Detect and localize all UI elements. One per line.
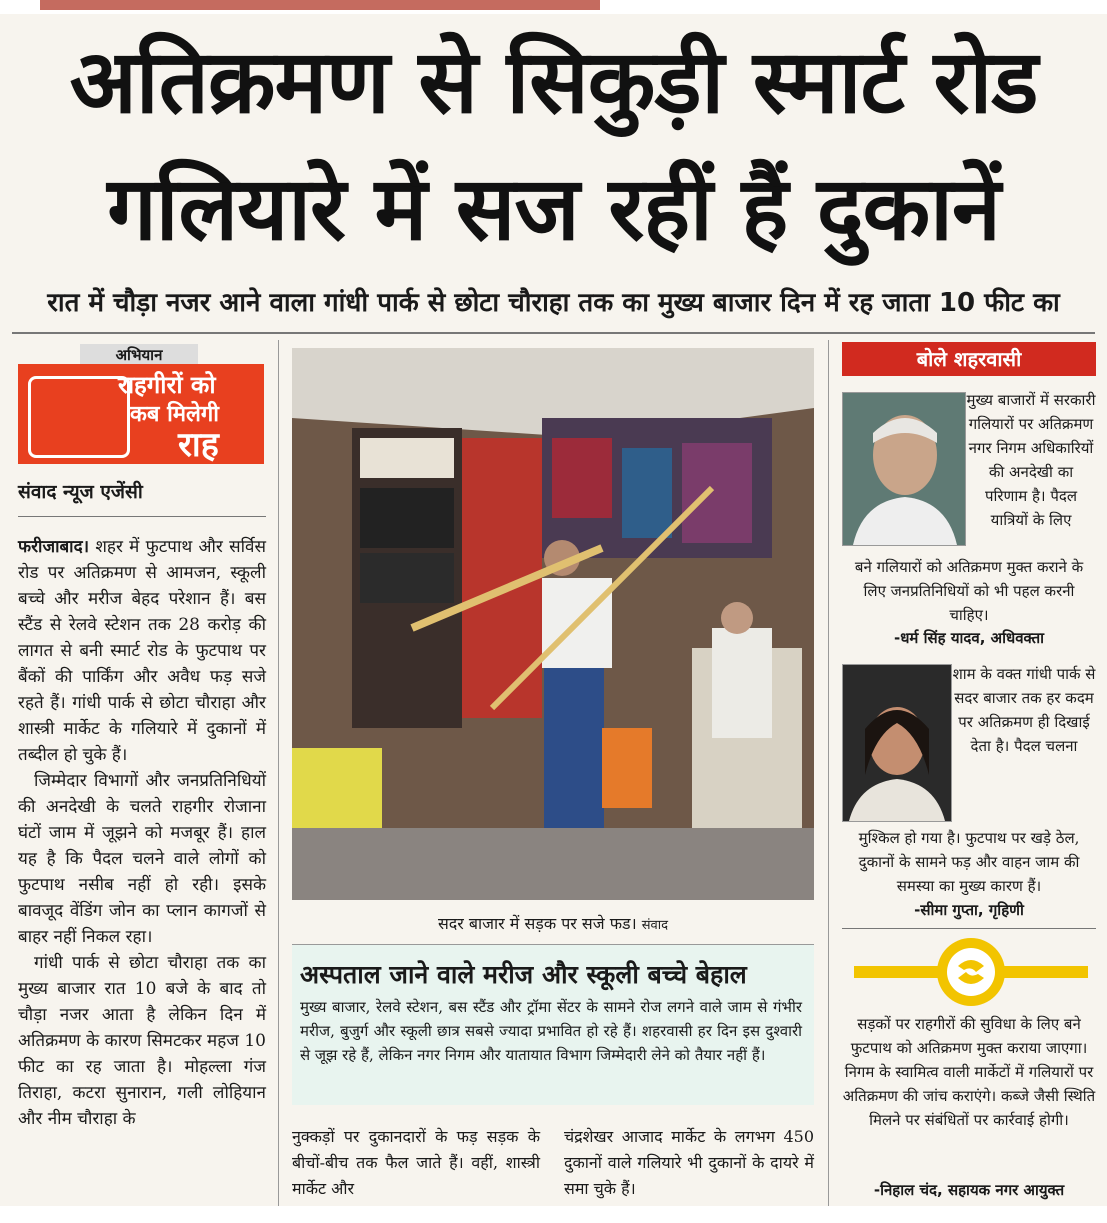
divider [12, 332, 1095, 334]
column-rule [828, 340, 829, 1206]
article-column-3: चंद्रशेखर आजाद मार्केट के लगभग 450 दुकानों वाले गलियारे भी दुकानों के दायरे में समा चुके हैं। [564, 1127, 814, 1198]
residents-header: बोले शहरवासी [842, 342, 1096, 376]
resident-signature-2: -सीमा गुप्ता, गृहिणी [914, 901, 1024, 919]
campaign-line-2: कब मिलेगी [130, 402, 219, 427]
inset-title: अस्पताल जाने वाले मरीज और स्कूली बच्चे बेहाल [300, 960, 747, 989]
speech-bubble-icon [28, 376, 130, 458]
campaign-line-3: राह [178, 425, 219, 465]
photo-caption [292, 912, 814, 934]
headline-line-2: गलियारे में सज रहीं हैं दुकानें [107, 157, 1000, 260]
paragraph-2: जिम्मेदार विभागों और जनप्रतिनिधियों की अनदेखी के चलते राहगीर रोजाना घंटों जाम में जूझने को मजबूर हैं। हाल यह है कि पैदल चलने वाले लोगों को फुटपाथ नसीब नहीं हो रही। इसके बावजूद वेंडिंग जोन का प्लान कागजों से बाहर नहीं निकल रहा। [18, 771, 266, 947]
dateline: फरीजाबाद। [18, 537, 90, 557]
inset-body: मुख्य बाजार, रेलवे स्टेशन, बस स्टैंड और ट्रॉमा सेंटर के सामने रोज लगने वाले जाम से गंभीर मरीज, बुजुर्ग और स्कूली छात्र सबसे ज्यादा प्रभावित हो रहे हैं। शहरवासी हर दिन इस दुश्वारी से जूझ रहे हैं, लेकिन नगर निगम और यातायात विभाग जिम्मेदारी लेने को तैयार नहीं हैं। [300, 998, 802, 1064]
caption-text: सदर बाजार में सड़क पर सजे फड। [437, 914, 637, 933]
resident-quote-2-bottom: मुश्किल हो गया है। फुटपाथ पर खड़े ठेल, दुकानों के सामने फड़ और वाहन जाम की समस्या का मुख्य कारण हैं। [858, 829, 1080, 895]
divider [18, 516, 266, 517]
campaign-tag: अभियान [80, 344, 198, 366]
subheadline: रात में चौड़ा नजर आने वाला गांधी पार्क से छोटा चौराहा तक का मुख्य बाजार दिन में रह जाता 10 फीट का [47, 288, 1060, 318]
resident-quote-2-top: शाम के वक्त गांधी पार्क से सदर बाजार तक हर कदम पर अतिक्रमण ही दिखाई देता है। पैदल चलना [952, 665, 1096, 755]
campaign-box [18, 340, 264, 466]
article-column-2: नुक्कड़ों पर दुकानदारों के फड़ सड़क के बीचों-बीच तक फैल जाते हैं। वहीं, शास्त्री मार्केट और [292, 1127, 540, 1198]
masthead-decoration [40, 0, 600, 10]
market-photo [292, 348, 814, 900]
official-quote: सड़कों पर राहगीरों की सुविधा के लिए बने फुटपाथ को अतिक्रमण मुक्त कराया जाएगा। निगम के स्वामित्व वाली मार्केटों में गलियारों पर अतिक्रमण की जांच कराएंगे। कब्जे जैसी स्थिति मिलने पर संबंधितों पर कार्रवाई होगी। [842, 1015, 1096, 1129]
column-rule [278, 340, 279, 1206]
byline: संवाद न्यूज एजेंसी [18, 481, 143, 503]
portrait-photo-1 [842, 392, 966, 546]
campaign-line-1: राहगीरों को [118, 371, 216, 399]
resident-signature-1: -धर्म सिंह यादव, अधिवक्ता [893, 629, 1045, 647]
photo-credit: संवाद [641, 918, 669, 933]
portrait-photo-2 [842, 664, 952, 822]
headline-line-1: अतिक्रमण से सिकुड़ी स्मार्ट रोड [69, 30, 1038, 133]
inset-box [292, 944, 814, 1105]
bottom-strip [0, 1206, 1107, 1223]
top-strip [0, 0, 1107, 14]
divider [842, 928, 1096, 929]
paragraph-1: शहर में फुटपाथ और सर्विस रोड पर अतिक्रमण से आमजन, स्कूली बच्चे और मरीज बेहद परेशान हैं। बस स्टैंड से रेलवे स्टेशन तक 28 करोड़ की लागत से बनी स्मार्ट रोड के फुटपाथ पर बैंकों की पार्किंग और अवैध फड़ सजे रहते हैं। गांधी पार्क से छोटा चौराहा और शास्त्री मार्केट के गलियारे में दुकानों में तब्दील हो चुके हैं। [18, 537, 266, 765]
article-column-1 [18, 534, 266, 1132]
resident-quote-1-top: मुख्य बाजारों में सरकारी गलियारों पर अतिक्रमण नगर निगम अधिकारियों की अनदेखी का परिणाम है। पैदल यात्रियों के लिए [966, 391, 1096, 529]
official-signature: -निहाल चंद, सहायक नगर आयुक्त [873, 1181, 1065, 1199]
official-logo-icon [854, 936, 1088, 1008]
paragraph-3: गांधी पार्क से छोटा चौराहा तक का मुख्य बाजार रात 10 बजे के बाद तो चौड़ा नजर आता है लेकिन दिन में अतिक्रमण के कारण सिमटकर महज 10 फीट का रह जाता है। मोहल्ला गंज तिराहा, कटरा सुनारान, गली लोहियान और नीम चौराहा के [18, 953, 266, 1129]
resident-quote-1-bottom: बने गलियारों को अतिक्रमण मुक्त कराने के लिए जनप्रतिनिधियों को भी पहल करनी चाहिए। [854, 558, 1084, 624]
